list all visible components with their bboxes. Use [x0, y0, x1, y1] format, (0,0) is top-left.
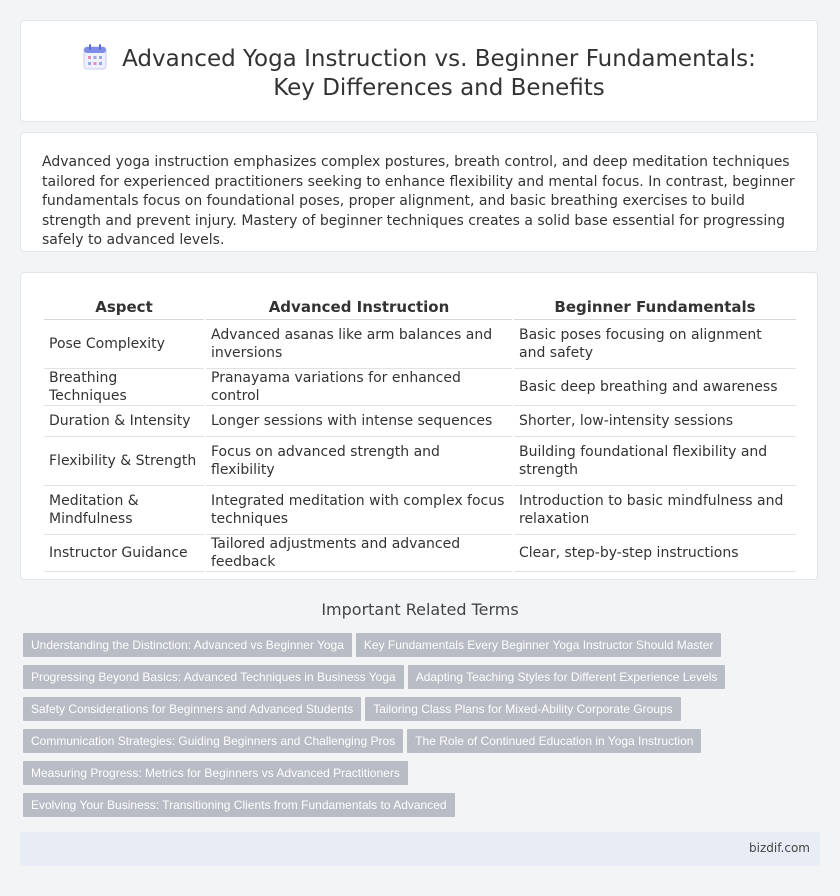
table-cell: Advanced asanas like arm balances and inversions	[206, 320, 512, 369]
related-term-tag[interactable]: Evolving Your Business: Transitioning Clients from Fundamentals to Advanced	[23, 793, 455, 817]
table-row	[44, 535, 796, 572]
page-title: Advanced Yoga Instruction vs. Beginner Fundamentals: Key Differences and Benefits	[122, 46, 756, 101]
related-terms-heading: Important Related Terms	[321, 600, 519, 619]
table-cell: Introduction to basic mindfulness and relaxation	[514, 486, 796, 535]
related-term-tag[interactable]: Progressing Beyond Basics: Advanced Techniques in Business Yoga	[23, 665, 404, 689]
table-cell: Focus on advanced strength and flexibility	[206, 437, 512, 486]
related-term-tag[interactable]: Measuring Progress: Metrics for Beginners vs Advanced Practitioners	[23, 761, 408, 785]
table-cell: Integrated meditation with complex focus techniques	[206, 486, 512, 535]
table-cell: Breathing Techniques	[44, 369, 204, 406]
table-row	[44, 406, 796, 437]
table-row	[44, 320, 796, 369]
table-cell: Pranayama variations for enhanced control	[206, 369, 512, 406]
comparison-table-card	[20, 272, 818, 580]
table-cell: Shorter, low-intensity sessions	[514, 406, 796, 437]
footer-site-link[interactable]: bizdif.com	[749, 841, 810, 855]
related-term-tag[interactable]: Tailoring Class Plans for Mixed-Ability Corporate Groups	[365, 697, 680, 721]
related-term-tag[interactable]: Adapting Teaching Styles for Different Experience Levels	[408, 665, 726, 689]
related-term-tag[interactable]: Understanding the Distinction: Advanced vs Beginner Yoga	[23, 633, 352, 657]
related-term-tag[interactable]: Communication Strategies: Guiding Beginners and Challenging Pros	[23, 729, 403, 753]
related-terms-list	[23, 633, 803, 825]
table-row	[44, 437, 796, 486]
table-cell: Meditation & Mindfulness	[44, 486, 204, 535]
table-cell: Tailored adjustments and advanced feedback	[206, 535, 512, 572]
table-cell: Pose Complexity	[44, 320, 204, 369]
related-term-tag[interactable]: The Role of Continued Education in Yoga Instruction	[407, 729, 701, 753]
table-cell: Basic poses focusing on alignment and safety	[514, 320, 796, 369]
related-term-tag[interactable]: Safety Considerations for Beginners and Advanced Students	[23, 697, 361, 721]
table-cell: Instructor Guidance	[44, 535, 204, 572]
table-header: Beginner Fundamentals	[514, 295, 796, 320]
table-cell: Flexibility & Strength	[44, 437, 204, 486]
table-row	[44, 369, 796, 406]
table-header: Aspect	[44, 295, 204, 320]
table-cell: Building foundational flexibility and strength	[514, 437, 796, 486]
table-row	[44, 486, 796, 535]
table-header: Advanced Instruction	[206, 295, 512, 320]
table-cell: Clear, step-by-step instructions	[514, 535, 796, 572]
comparison-table	[42, 295, 798, 572]
table-cell: Basic deep breathing and awareness	[514, 369, 796, 406]
related-term-tag[interactable]: Key Fundamentals Every Beginner Yoga Instructor Should Master	[356, 633, 722, 657]
table-cell: Longer sessions with intense sequences	[206, 406, 512, 437]
footer	[20, 832, 820, 866]
intro-card	[20, 132, 818, 252]
intro-paragraph: Advanced yoga instruction emphasizes complex postures, breath control, and deep meditation techniques tailored for experienced practitioners seeking to enhance flexibility and mental focus. In contrast, beginner fundamentals focus on foundational poses, proper alignment, and basic breathing exercises to build strength and prevent injury. Mastery of beginner techniques creates a solid base essential for progressing safely to advanced levels.	[42, 154, 795, 249]
table-cell: Duration & Intensity	[44, 406, 204, 437]
header-card	[20, 20, 818, 122]
